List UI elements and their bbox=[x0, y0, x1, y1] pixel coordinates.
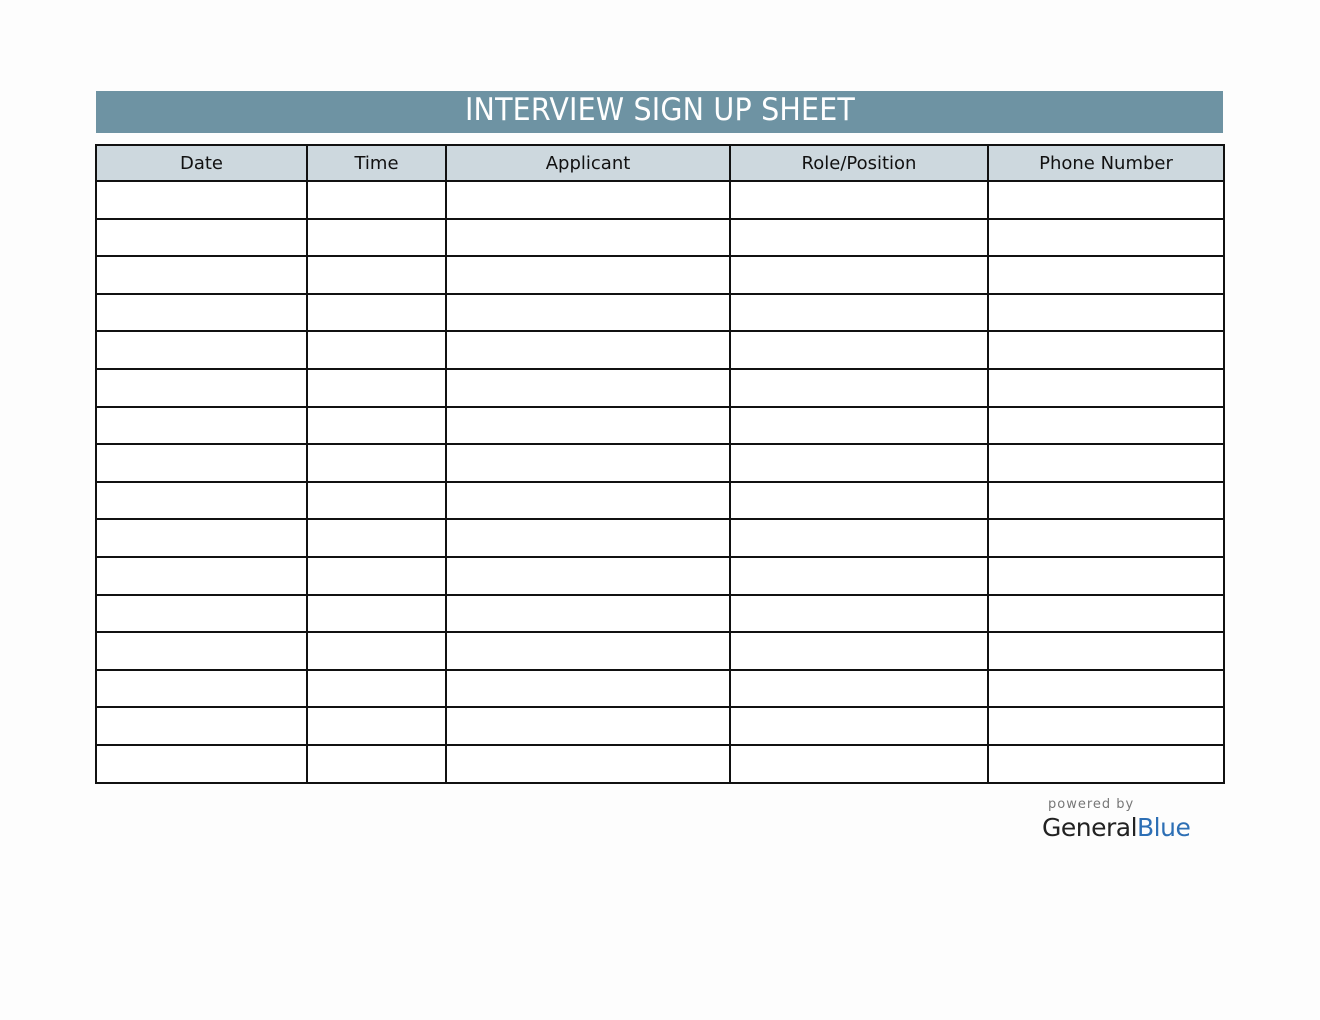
cell-applicant[interactable] bbox=[446, 294, 730, 332]
cell-time[interactable] bbox=[307, 444, 446, 482]
column-header-phone-number: Phone Number bbox=[988, 145, 1224, 181]
table-row bbox=[96, 181, 1224, 219]
table-row bbox=[96, 407, 1224, 445]
table-row bbox=[96, 294, 1224, 332]
cell-role-position[interactable] bbox=[730, 745, 988, 783]
cell-time[interactable] bbox=[307, 670, 446, 708]
table-row bbox=[96, 482, 1224, 520]
table-row bbox=[96, 331, 1224, 369]
cell-role-position[interactable] bbox=[730, 707, 988, 745]
cell-phone-number[interactable] bbox=[988, 407, 1224, 445]
cell-role-position[interactable] bbox=[730, 557, 988, 595]
cell-applicant[interactable] bbox=[446, 369, 730, 407]
powered-by-logo bbox=[1042, 797, 1192, 842]
cell-date[interactable] bbox=[96, 632, 307, 670]
cell-phone-number[interactable] bbox=[988, 181, 1224, 219]
cell-time[interactable] bbox=[307, 632, 446, 670]
cell-applicant[interactable] bbox=[446, 707, 730, 745]
powered-by-text: powered by bbox=[1048, 797, 1135, 812]
table-row bbox=[96, 219, 1224, 257]
cell-phone-number[interactable] bbox=[988, 707, 1224, 745]
cell-phone-number[interactable] bbox=[988, 745, 1224, 783]
column-header-time: Time bbox=[307, 145, 446, 181]
cell-role-position[interactable] bbox=[730, 294, 988, 332]
cell-role-position[interactable] bbox=[730, 632, 988, 670]
cell-time[interactable] bbox=[307, 256, 446, 294]
cell-date[interactable] bbox=[96, 595, 307, 633]
cell-phone-number[interactable] bbox=[988, 595, 1224, 633]
sheet-title-bar bbox=[96, 91, 1223, 133]
cell-time[interactable] bbox=[307, 707, 446, 745]
cell-date[interactable] bbox=[96, 219, 307, 257]
cell-phone-number[interactable] bbox=[988, 256, 1224, 294]
cell-phone-number[interactable] bbox=[988, 632, 1224, 670]
column-header-applicant: Applicant bbox=[446, 145, 730, 181]
cell-time[interactable] bbox=[307, 331, 446, 369]
cell-date[interactable] bbox=[96, 519, 307, 557]
cell-date[interactable] bbox=[96, 707, 307, 745]
cell-applicant[interactable] bbox=[446, 256, 730, 294]
cell-phone-number[interactable] bbox=[988, 219, 1224, 257]
cell-applicant[interactable] bbox=[446, 670, 730, 708]
brand-name-general: General bbox=[1042, 813, 1138, 842]
cell-phone-number[interactable] bbox=[988, 557, 1224, 595]
table-row bbox=[96, 369, 1224, 407]
table-row bbox=[96, 745, 1224, 783]
table-row bbox=[96, 444, 1224, 482]
cell-role-position[interactable] bbox=[730, 595, 988, 633]
cell-time[interactable] bbox=[307, 482, 446, 520]
cell-applicant[interactable] bbox=[446, 181, 730, 219]
cell-phone-number[interactable] bbox=[988, 670, 1224, 708]
cell-role-position[interactable] bbox=[730, 369, 988, 407]
table-row bbox=[96, 557, 1224, 595]
cell-applicant[interactable] bbox=[446, 482, 730, 520]
cell-date[interactable] bbox=[96, 444, 307, 482]
cell-time[interactable] bbox=[307, 294, 446, 332]
cell-role-position[interactable] bbox=[730, 482, 988, 520]
table-row bbox=[96, 707, 1224, 745]
cell-applicant[interactable] bbox=[446, 444, 730, 482]
cell-role-position[interactable] bbox=[730, 670, 988, 708]
cell-applicant[interactable] bbox=[446, 407, 730, 445]
cell-date[interactable] bbox=[96, 181, 307, 219]
table-body bbox=[96, 181, 1224, 783]
cell-applicant[interactable] bbox=[446, 519, 730, 557]
cell-date[interactable] bbox=[96, 670, 307, 708]
cell-role-position[interactable] bbox=[730, 219, 988, 257]
table-row bbox=[96, 632, 1224, 670]
cell-time[interactable] bbox=[307, 369, 446, 407]
cell-applicant[interactable] bbox=[446, 219, 730, 257]
cell-date[interactable] bbox=[96, 557, 307, 595]
cell-date[interactable] bbox=[96, 331, 307, 369]
brand-name-blue: Blue bbox=[1137, 813, 1191, 842]
brand-name bbox=[1042, 813, 1192, 842]
table-row bbox=[96, 595, 1224, 633]
cell-applicant[interactable] bbox=[446, 745, 730, 783]
cell-phone-number[interactable] bbox=[988, 369, 1224, 407]
cell-phone-number[interactable] bbox=[988, 331, 1224, 369]
cell-phone-number[interactable] bbox=[988, 294, 1224, 332]
signup-table bbox=[95, 144, 1225, 784]
header-row bbox=[96, 145, 1224, 181]
cell-time[interactable] bbox=[307, 557, 446, 595]
cell-date[interactable] bbox=[96, 482, 307, 520]
column-header-date: Date bbox=[96, 145, 307, 181]
cell-date[interactable] bbox=[96, 256, 307, 294]
cell-role-position[interactable] bbox=[730, 519, 988, 557]
cell-role-position[interactable] bbox=[730, 444, 988, 482]
table-row bbox=[96, 670, 1224, 708]
cell-time[interactable] bbox=[307, 519, 446, 557]
cell-time[interactable] bbox=[307, 407, 446, 445]
cell-role-position[interactable] bbox=[730, 181, 988, 219]
table-row bbox=[96, 519, 1224, 557]
cell-applicant[interactable] bbox=[446, 331, 730, 369]
table-row bbox=[96, 256, 1224, 294]
cell-role-position[interactable] bbox=[730, 407, 988, 445]
cell-date[interactable] bbox=[96, 369, 307, 407]
sheet-title: INTERVIEW SIGN UP SHEET bbox=[464, 91, 855, 128]
cell-phone-number[interactable] bbox=[988, 482, 1224, 520]
cell-phone-number[interactable] bbox=[988, 444, 1224, 482]
cell-time[interactable] bbox=[307, 595, 446, 633]
cell-role-position[interactable] bbox=[730, 256, 988, 294]
cell-applicant[interactable] bbox=[446, 632, 730, 670]
cell-date[interactable] bbox=[96, 294, 307, 332]
cell-applicant[interactable] bbox=[446, 595, 730, 633]
cell-applicant[interactable] bbox=[446, 557, 730, 595]
cell-time[interactable] bbox=[307, 745, 446, 783]
cell-time[interactable] bbox=[307, 181, 446, 219]
column-header-role-position: Role/Position bbox=[730, 145, 988, 181]
cell-date[interactable] bbox=[96, 745, 307, 783]
cell-phone-number[interactable] bbox=[988, 519, 1224, 557]
cell-date[interactable] bbox=[96, 407, 307, 445]
cell-role-position[interactable] bbox=[730, 331, 988, 369]
cell-time[interactable] bbox=[307, 219, 446, 257]
